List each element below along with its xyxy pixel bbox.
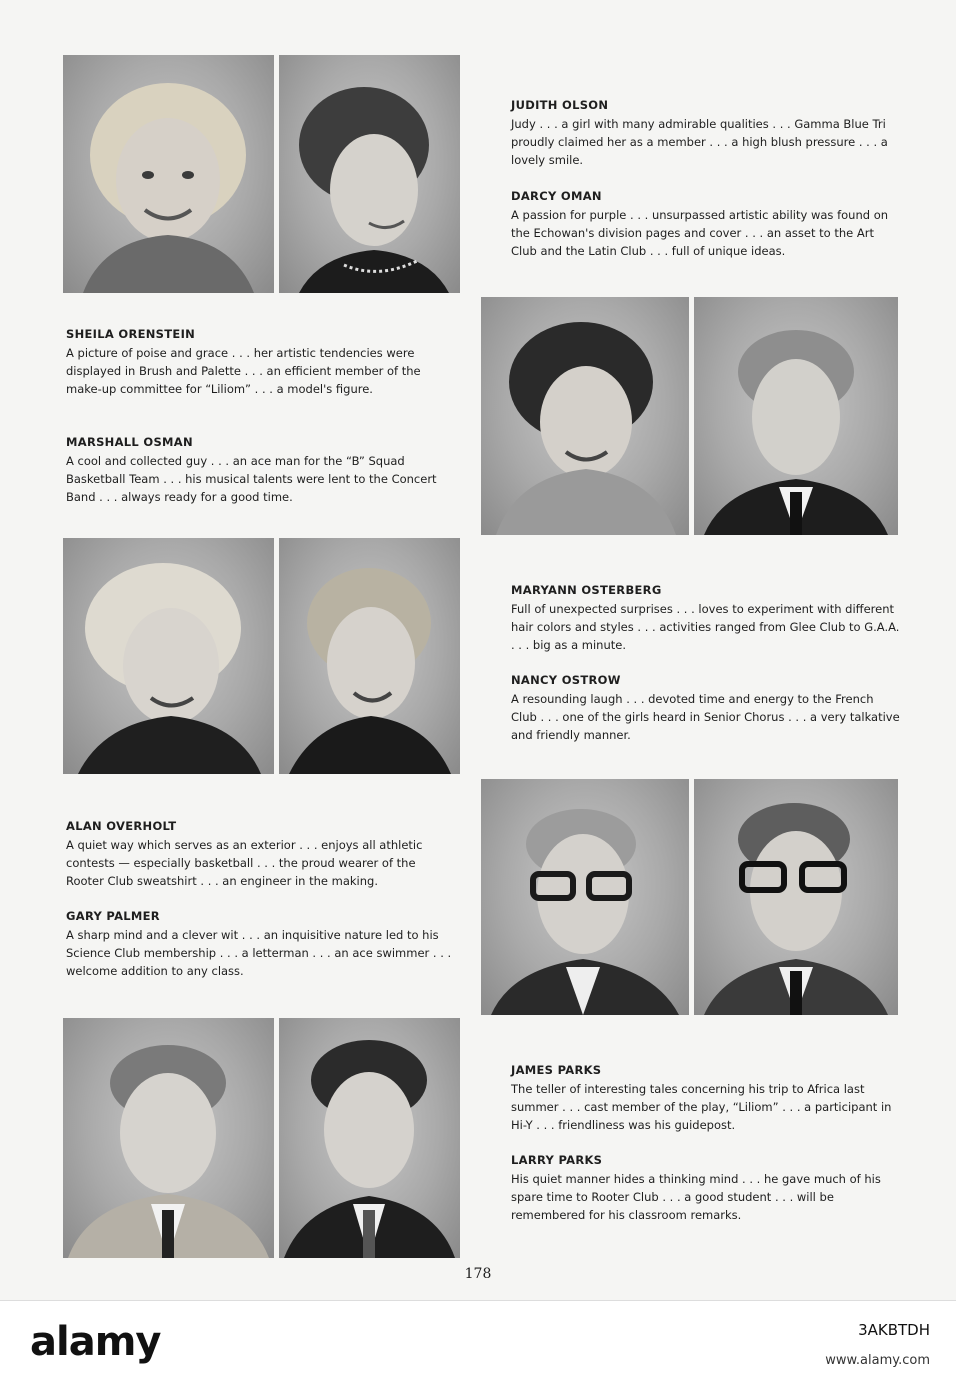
portrait-photo-gary-palmer [694, 779, 898, 1015]
portrait-photo-larry-parks [279, 1018, 460, 1258]
student-name: JAMES PARKS [511, 1063, 602, 1077]
portrait-photo-judith-olson [63, 55, 274, 293]
student-entry [511, 1151, 901, 1224]
portrait-photo-james-parks [63, 1018, 274, 1258]
student-name: MARYANN OSTERBERG [511, 583, 662, 597]
student-entry [66, 817, 456, 890]
student-bio: A picture of poise and grace . . . her artistic tendencies were displayed in Brush and Palette . . . an efficient member of the make-up committee for “Liliom” . . . a model's figure. [66, 346, 421, 396]
portrait-photo-nancy-ostrow [279, 538, 460, 774]
portrait-photo-sheila-orenstein [481, 297, 689, 535]
student-name: LARRY PARKS [511, 1153, 603, 1167]
student-name: DARCY OMAN [511, 189, 602, 203]
student-bio: Judy . . . a girl with many admirable qualities . . . Gamma Blue Tri proudly claimed her as a member . . . a high blush pressure . . . a lovely smile. [511, 117, 888, 167]
student-bio: His quiet manner hides a thinking mind . . . he gave much of his spare time to Rooter Club . . . a good student . . . will be remembered for his classroom remarks. [511, 1172, 881, 1222]
student-bio: Full of unexpected surprises . . . loves to experiment with different hair colors and styles . . . activities ranged from Glee Club to G.A.A. . . . big as a minute. [511, 602, 900, 652]
portrait-photo-marshall-osman [694, 297, 898, 535]
student-entry [511, 96, 901, 169]
student-bio: A passion for purple . . . unsurpassed artistic ability was found on the Echowan's division pages and cover . . . an asset to the Art Club and the Latin Club . . . full of unique ideas. [511, 208, 889, 258]
footer-logo: alamy [30, 1319, 161, 1365]
student-bio: A quiet way which serves as an exterior . . . enjoys all athletic contests — especially basketball . . . the proud wearer of the Rooter Club sweatshirt . . . an engineer in the making. [66, 838, 423, 888]
student-bio: A sharp mind and a clever wit . . . an inquisitive nature led to his Science Club membership . . . a letterman . . . an ace swimmer . . . welcome addition to any class. [66, 928, 452, 978]
student-entry [511, 671, 901, 744]
student-name: SHEILA ORENSTEIN [66, 327, 196, 341]
student-name: MARSHALL OSMAN [66, 435, 193, 449]
student-name: GARY PALMER [66, 909, 160, 923]
portrait-photo-alan-overholt [481, 779, 689, 1015]
student-entry [511, 581, 901, 654]
student-entry [66, 907, 456, 980]
portrait-photo-maryann-osterberg [63, 538, 274, 774]
student-entry [511, 187, 901, 260]
student-entry [511, 1061, 901, 1134]
page-number: 178 [464, 1266, 492, 1282]
student-name: JUDITH OLSON [511, 98, 609, 112]
student-bio: A cool and collected guy . . . an ace man for the “B” Squad Basketball Team . . . his musical talents were lent to the Concert Band . . . always ready for a good time. [66, 454, 437, 504]
student-name: NANCY OSTROW [511, 673, 621, 687]
student-entry [66, 433, 456, 506]
student-entry [66, 325, 456, 398]
watermark-footer [0, 1300, 956, 1391]
student-name: ALAN OVERHOLT [66, 819, 177, 833]
image-id: 3AKBTDH [858, 1321, 930, 1339]
footer-url[interactable]: www.alamy.com [825, 1353, 930, 1368]
portrait-photo-darcy-oman [279, 55, 460, 293]
student-bio: A resounding laugh . . . devoted time and energy to the French Club . . . one of the girls heard in Senior Chorus . . . a very talkative and friendly manner. [511, 692, 900, 742]
student-bio: The teller of interesting tales concerning his trip to Africa last summer . . . cast member of the play, “Liliom” . . . a participant in Hi-Y . . . friendliness was his guidepost. [511, 1082, 892, 1132]
